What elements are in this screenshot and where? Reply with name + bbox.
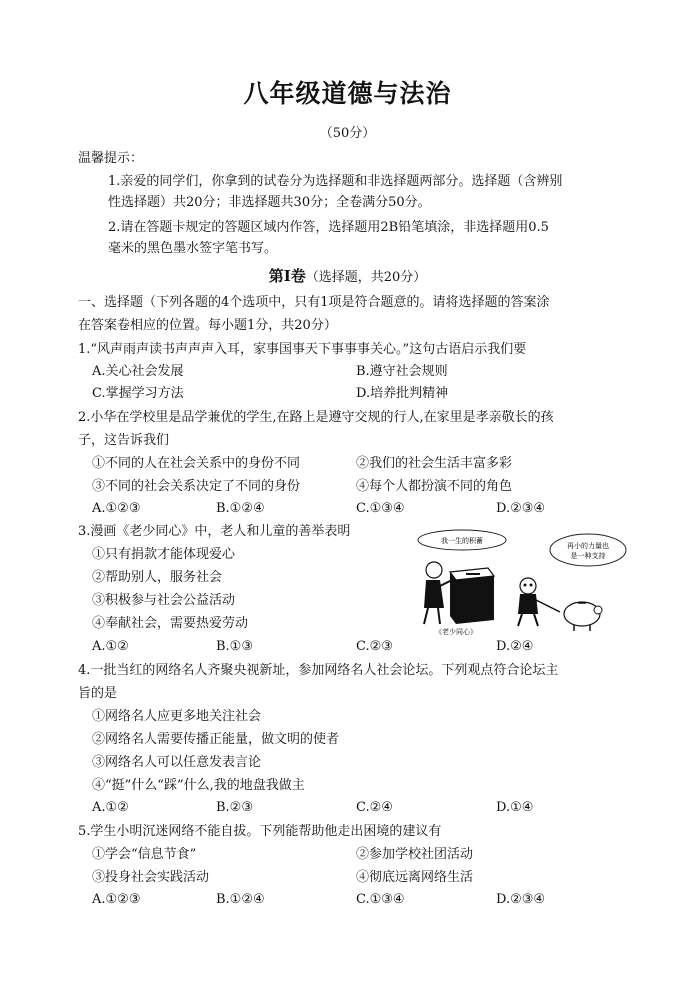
q1-option-d: D.培养批判精神 [356,386,449,401]
tip-2-line-2: 毫米的黑色墨水签字笔书写。 [108,241,278,256]
tip-2-line-1: 2.请在答题卡规定的答题区域内作答，选择题用2B铅笔填涂，非选择题用0.5 [108,220,549,235]
q5-statement-4: ④彻底远离网络生活 [356,870,474,885]
section-main: 第Ⅰ卷 [268,267,306,285]
q3-statement-4: ④奉献社会，需要热爱劳动 [92,616,249,631]
q5-option-d: D.②③④ [496,892,546,907]
cartoon-caption: 《老少同心》 [435,628,477,636]
child-figure [518,578,560,626]
instructions-line-1: 一、选择题（下列各题的4个选项中，只有1项是符合题意的。请将选择题的答案涂 [78,295,550,310]
tip-1-line-2: 性选择题）共20分；非选择题共30分；全卷满分50分。 [108,195,431,210]
q4-statement-2: ②网络名人需要传播正能量，做文明的使者 [92,732,340,747]
bubble-right-text-1: 再小的力量也 [567,542,609,550]
q2-option-c: C.①③④ [356,501,405,516]
q3-option-c: C.②③ [356,639,393,654]
q4-statement-4: ④“挺”什么“踩”什么,我的地盘我做主 [92,778,305,793]
q5-statement-1: ①学会“信息节食” [92,847,197,862]
q5-option-a: A.①②③ [92,892,141,907]
q2-statement-3: ③不同的社会关系决定了不同的身份 [92,479,301,494]
speech-bubble-right [550,534,626,566]
tip-1-line-1: 1.亲爱的同学们，你拿到的试卷分为选择题和非选择题两部分。选择题（含辨别 [108,174,563,189]
q3-statement-3: ③积极参与社会公益活动 [92,593,236,608]
cartoon-illustration [410,528,640,636]
piggy-bank [564,602,602,631]
q2-statement-1: ①不同的人在社会关系中的身份不同 [92,456,301,471]
q5-option-b: B.①②④ [216,892,265,907]
section-note: （选择题，共20分） [305,270,427,285]
q2-statement-4: ④每个人都扮演不同的角色 [356,479,513,494]
q1-option-a: A.关心社会发展 [92,364,184,379]
q1-option-c: C.掌握学习方法 [92,386,184,401]
q5-statement-2: ②参加学校社团活动 [356,847,474,862]
q4-stem-1: 4.一批当红的网络名人齐聚央视新址，参加网络名人社会论坛。下列观点符合论坛主 [78,663,559,678]
q2-option-d: D.②③④ [496,501,546,516]
q3-option-a: A.①② [92,639,129,654]
bubble-right-text-2: 是一种支持 [570,552,606,560]
q4-statement-1: ①网络名人应更多地关注社会 [92,709,262,724]
donation-box [450,568,494,624]
q5-stem: 5.学生小明沉迷网络不能自拔。下列能帮助他走出困境的建议有 [78,824,442,839]
bubble-left-text: 我一生的积蓄 [441,537,483,545]
q3-option-b: B.①③ [216,639,253,654]
q3-stem: 3.漫画《老少同心》中，老人和儿童的善举表明 [78,524,351,539]
q3-statement-2: ②帮助别人，服务社会 [92,570,223,585]
q4-statement-3: ③网络名人可以任意发表言论 [92,755,262,770]
page-title: 八年级道德与法治 [243,79,452,108]
q2-statement-2: ②我们的社会生活丰富多彩 [356,456,513,471]
q4-option-c: C.②④ [356,800,393,815]
q4-option-b: B.②③ [216,800,253,815]
q1-stem: 1.“风声雨声读书声声声入耳，家事国事天下事事事关心。”这句古语启示我们要 [78,342,527,357]
q4-stem-2: 旨的是 [78,686,118,701]
q5-option-c: C.①③④ [356,892,405,907]
q3-statement-1: ①只有捐款才能体现爱心 [92,547,236,562]
q1-option-b: B.遵守社会规则 [356,364,448,379]
instructions-line-2: 在答案卷相应的位置。每小题1分，共20分） [78,318,337,333]
old-man-figure [424,562,452,624]
q2-option-a: A.①②③ [92,501,141,516]
q2-option-b: B.①②④ [216,501,265,516]
score-subtitle: （50分） [319,126,376,141]
q4-option-d: D.①④ [496,800,534,815]
q2-stem-2: 子，这告诉我们 [78,433,170,448]
q5-statement-3: ③投身社会实践活动 [92,870,210,885]
q4-option-a: A.①② [92,800,129,815]
section-heading [0,265,695,286]
tips-heading: 温馨提示： [78,151,144,166]
q2-stem-1: 2.小华在学校里是品学兼优的学生,在路上是遵守交规的行人,在家里是孝亲敬长的孩 [78,410,554,425]
q3-option-d: D.②④ [496,639,534,654]
